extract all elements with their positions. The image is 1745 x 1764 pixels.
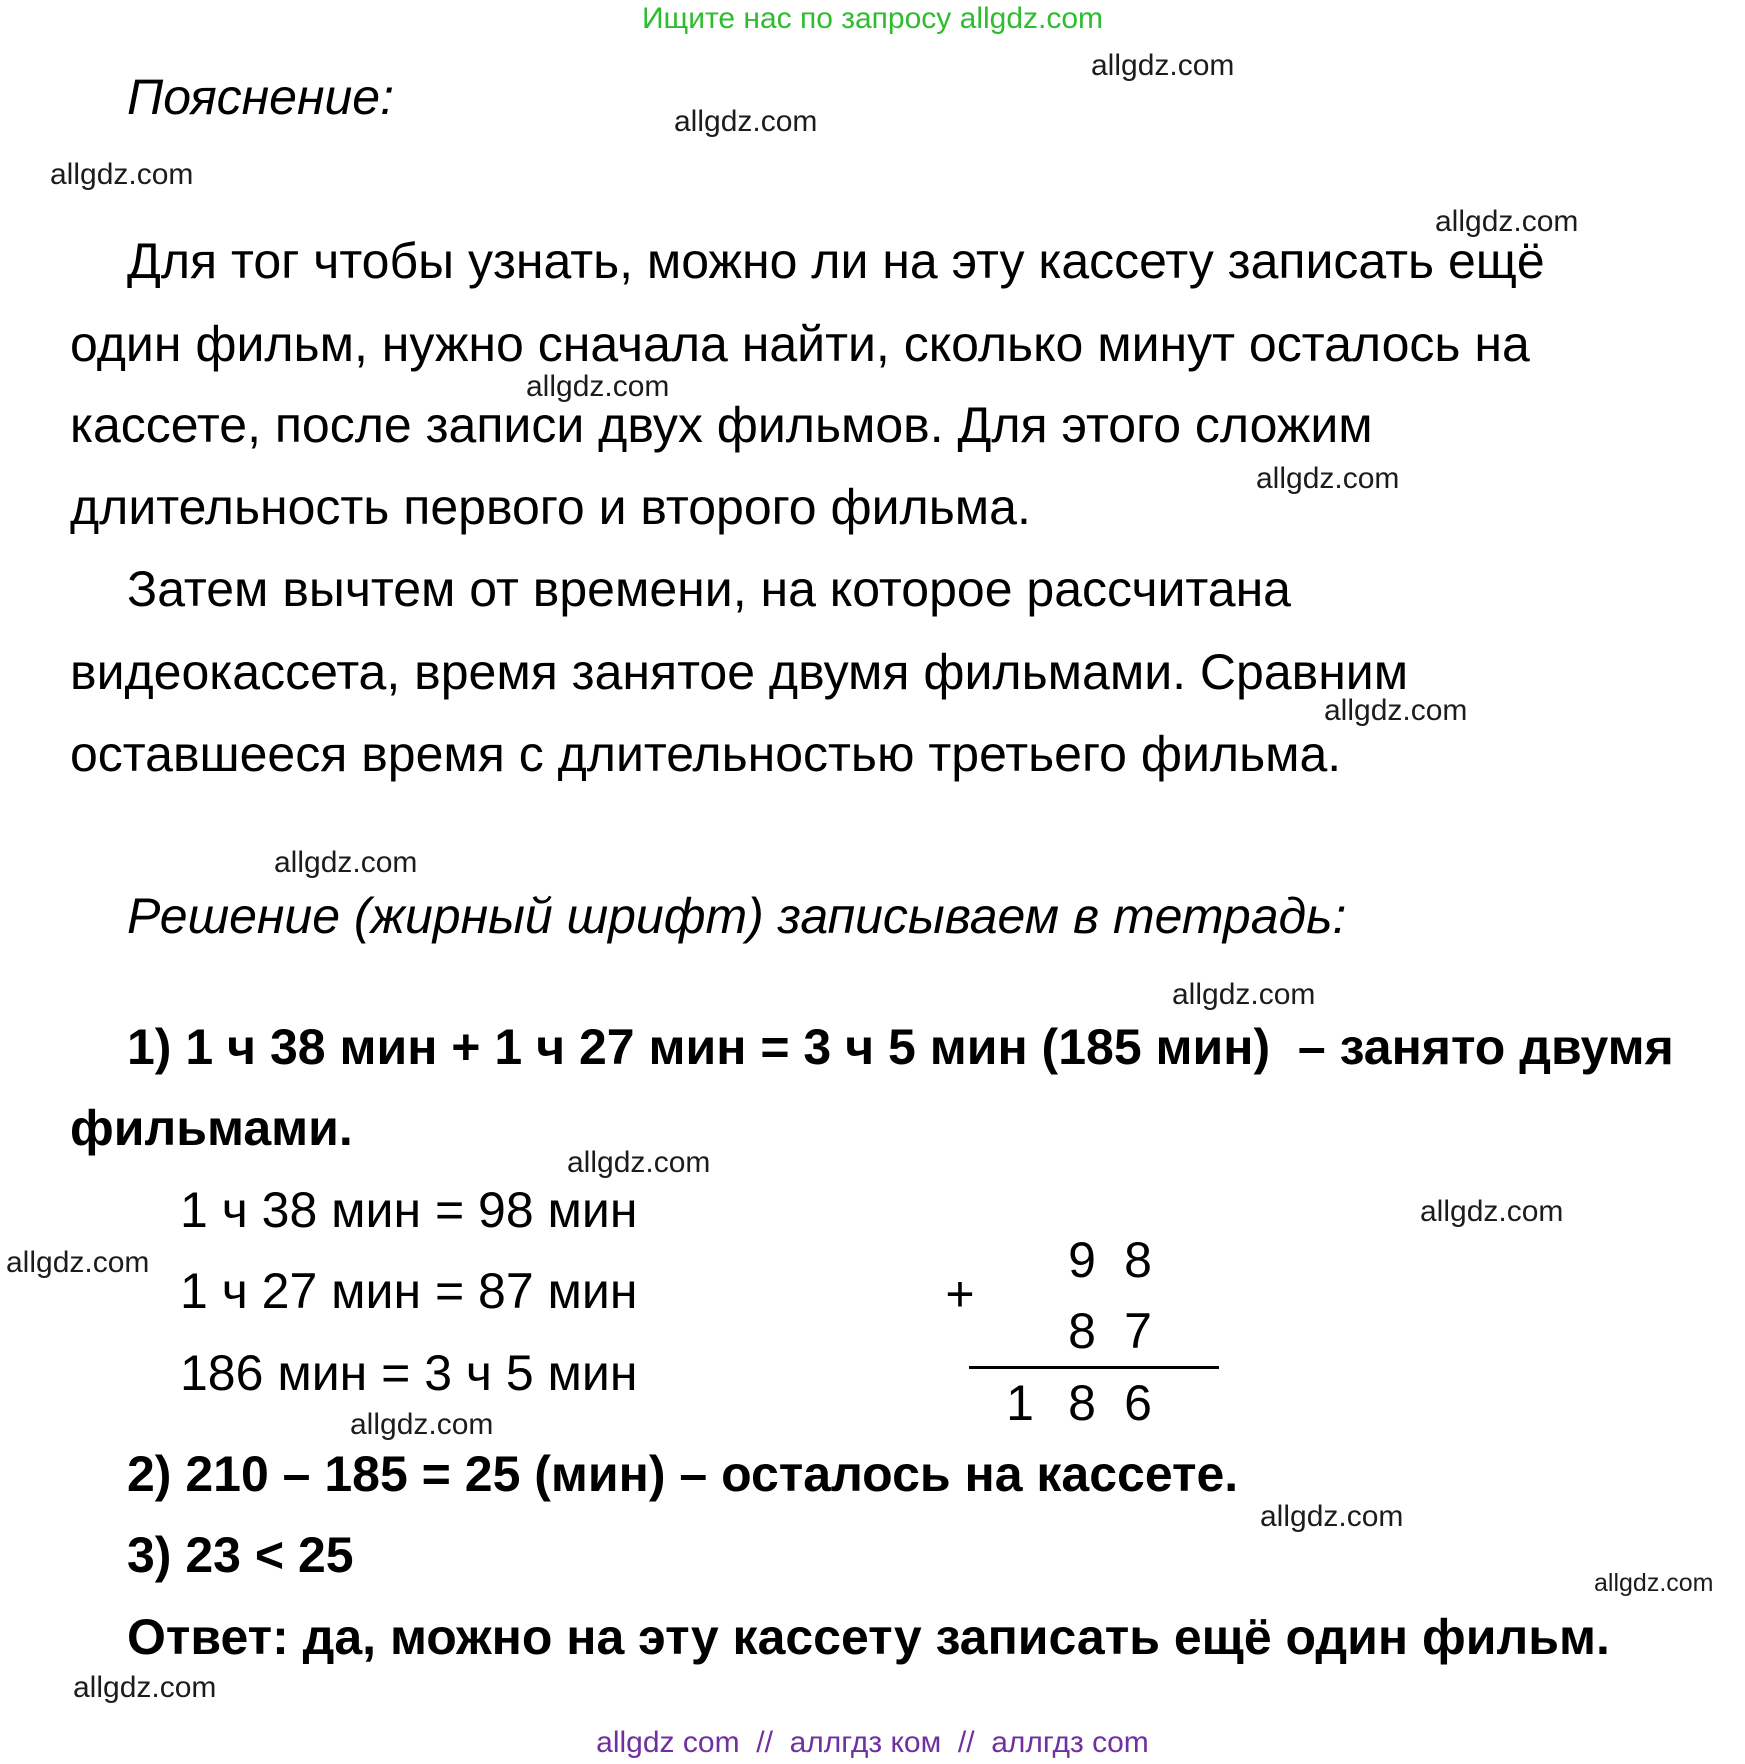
watermark-text: allgdz.com (350, 1408, 494, 1441)
step-line: фильмами. (70, 1100, 353, 1156)
watermark-text: allgdz.com (1172, 978, 1316, 1011)
watermark-text: allgdz.com (73, 1671, 217, 1704)
watermark-text: allgdz.com (1256, 462, 1400, 495)
paragraph-line: один фильм, нужно сначала найти, сколько минут осталось на (70, 316, 1530, 372)
step-line: 1) 1 ч 38 мин + 1 ч 27 мин = 3 ч 5 мин (185 мин) – занято двумя (127, 1019, 1674, 1075)
search-us-banner: Ищите нас по запросу allgdz.com (641, 2, 1104, 35)
solution-step-3: 3) 23 < 25 (127, 1527, 354, 1583)
conversion-line: 1 ч 38 мин = 98 мин (180, 1182, 638, 1238)
watermark-text: allgdz.com (674, 105, 818, 138)
sum-digit: 6 (1124, 1375, 1152, 1431)
watermark-text: allgdz.com (274, 846, 418, 879)
explanation-heading: Пояснение: (127, 69, 394, 125)
paragraph-line: оставшееся время с длительностью третьего фильма. (70, 726, 1342, 782)
paragraph-line: кассете, после записи двух фильмов. Для этого сложим (70, 397, 1373, 453)
watermark-text: allgdz.com (526, 370, 670, 403)
addend-1-digit: 9 (1068, 1232, 1096, 1288)
watermark-text: allgdz.com (567, 1146, 711, 1179)
solution-heading: Решение (жирный шрифт) записываем в тетрадь: (127, 888, 1347, 944)
watermark-text: allgdz.com (1420, 1195, 1564, 1228)
addend-1-digit: 8 (1124, 1232, 1152, 1288)
watermark-text: allgdz.com (6, 1246, 150, 1279)
footer-banner: allgdz com // аллгдз ком // аллгдз com (596, 1726, 1149, 1759)
paragraph-line: длительность первого и второго фильма. (70, 479, 1031, 535)
conversion-line: 1 ч 27 мин = 87 мин (180, 1263, 638, 1319)
watermark-text: allgdz.com (1435, 205, 1579, 238)
plus-sign: + (945, 1266, 975, 1322)
watermark-text: allgdz.com (1260, 1500, 1404, 1533)
addend-2-digit: 7 (1124, 1303, 1152, 1359)
sum-digit: 1 (1006, 1375, 1034, 1431)
solution-step-2: 2) 210 – 185 = 25 (мин) – осталось на кассете. (127, 1446, 1239, 1502)
conversion-line: 186 мин = 3 ч 5 мин (180, 1345, 638, 1401)
paragraph-line: видеокассета, время занятое двумя фильмами. Сравним (70, 644, 1409, 700)
watermark-text: allgdz.com (50, 158, 194, 191)
watermark-text: allgdz.com (1091, 49, 1235, 82)
answer-line: Ответ: да, можно на эту кассету записать ещё один фильм. (127, 1609, 1610, 1665)
paragraph-line: Затем вычтем от времени, на которое рассчитана (127, 561, 1291, 617)
addend-2-digit: 8 (1068, 1303, 1096, 1359)
paragraph-line: Для тог чтобы узнать, можно ли на эту кассету записать ещё (127, 233, 1545, 289)
watermark-text: allgdz.com (1324, 694, 1468, 727)
sum-digit: 8 (1068, 1375, 1096, 1431)
sum-divider-line (969, 1366, 1219, 1369)
watermark-text: allgdz.com (1594, 1569, 1714, 1597)
